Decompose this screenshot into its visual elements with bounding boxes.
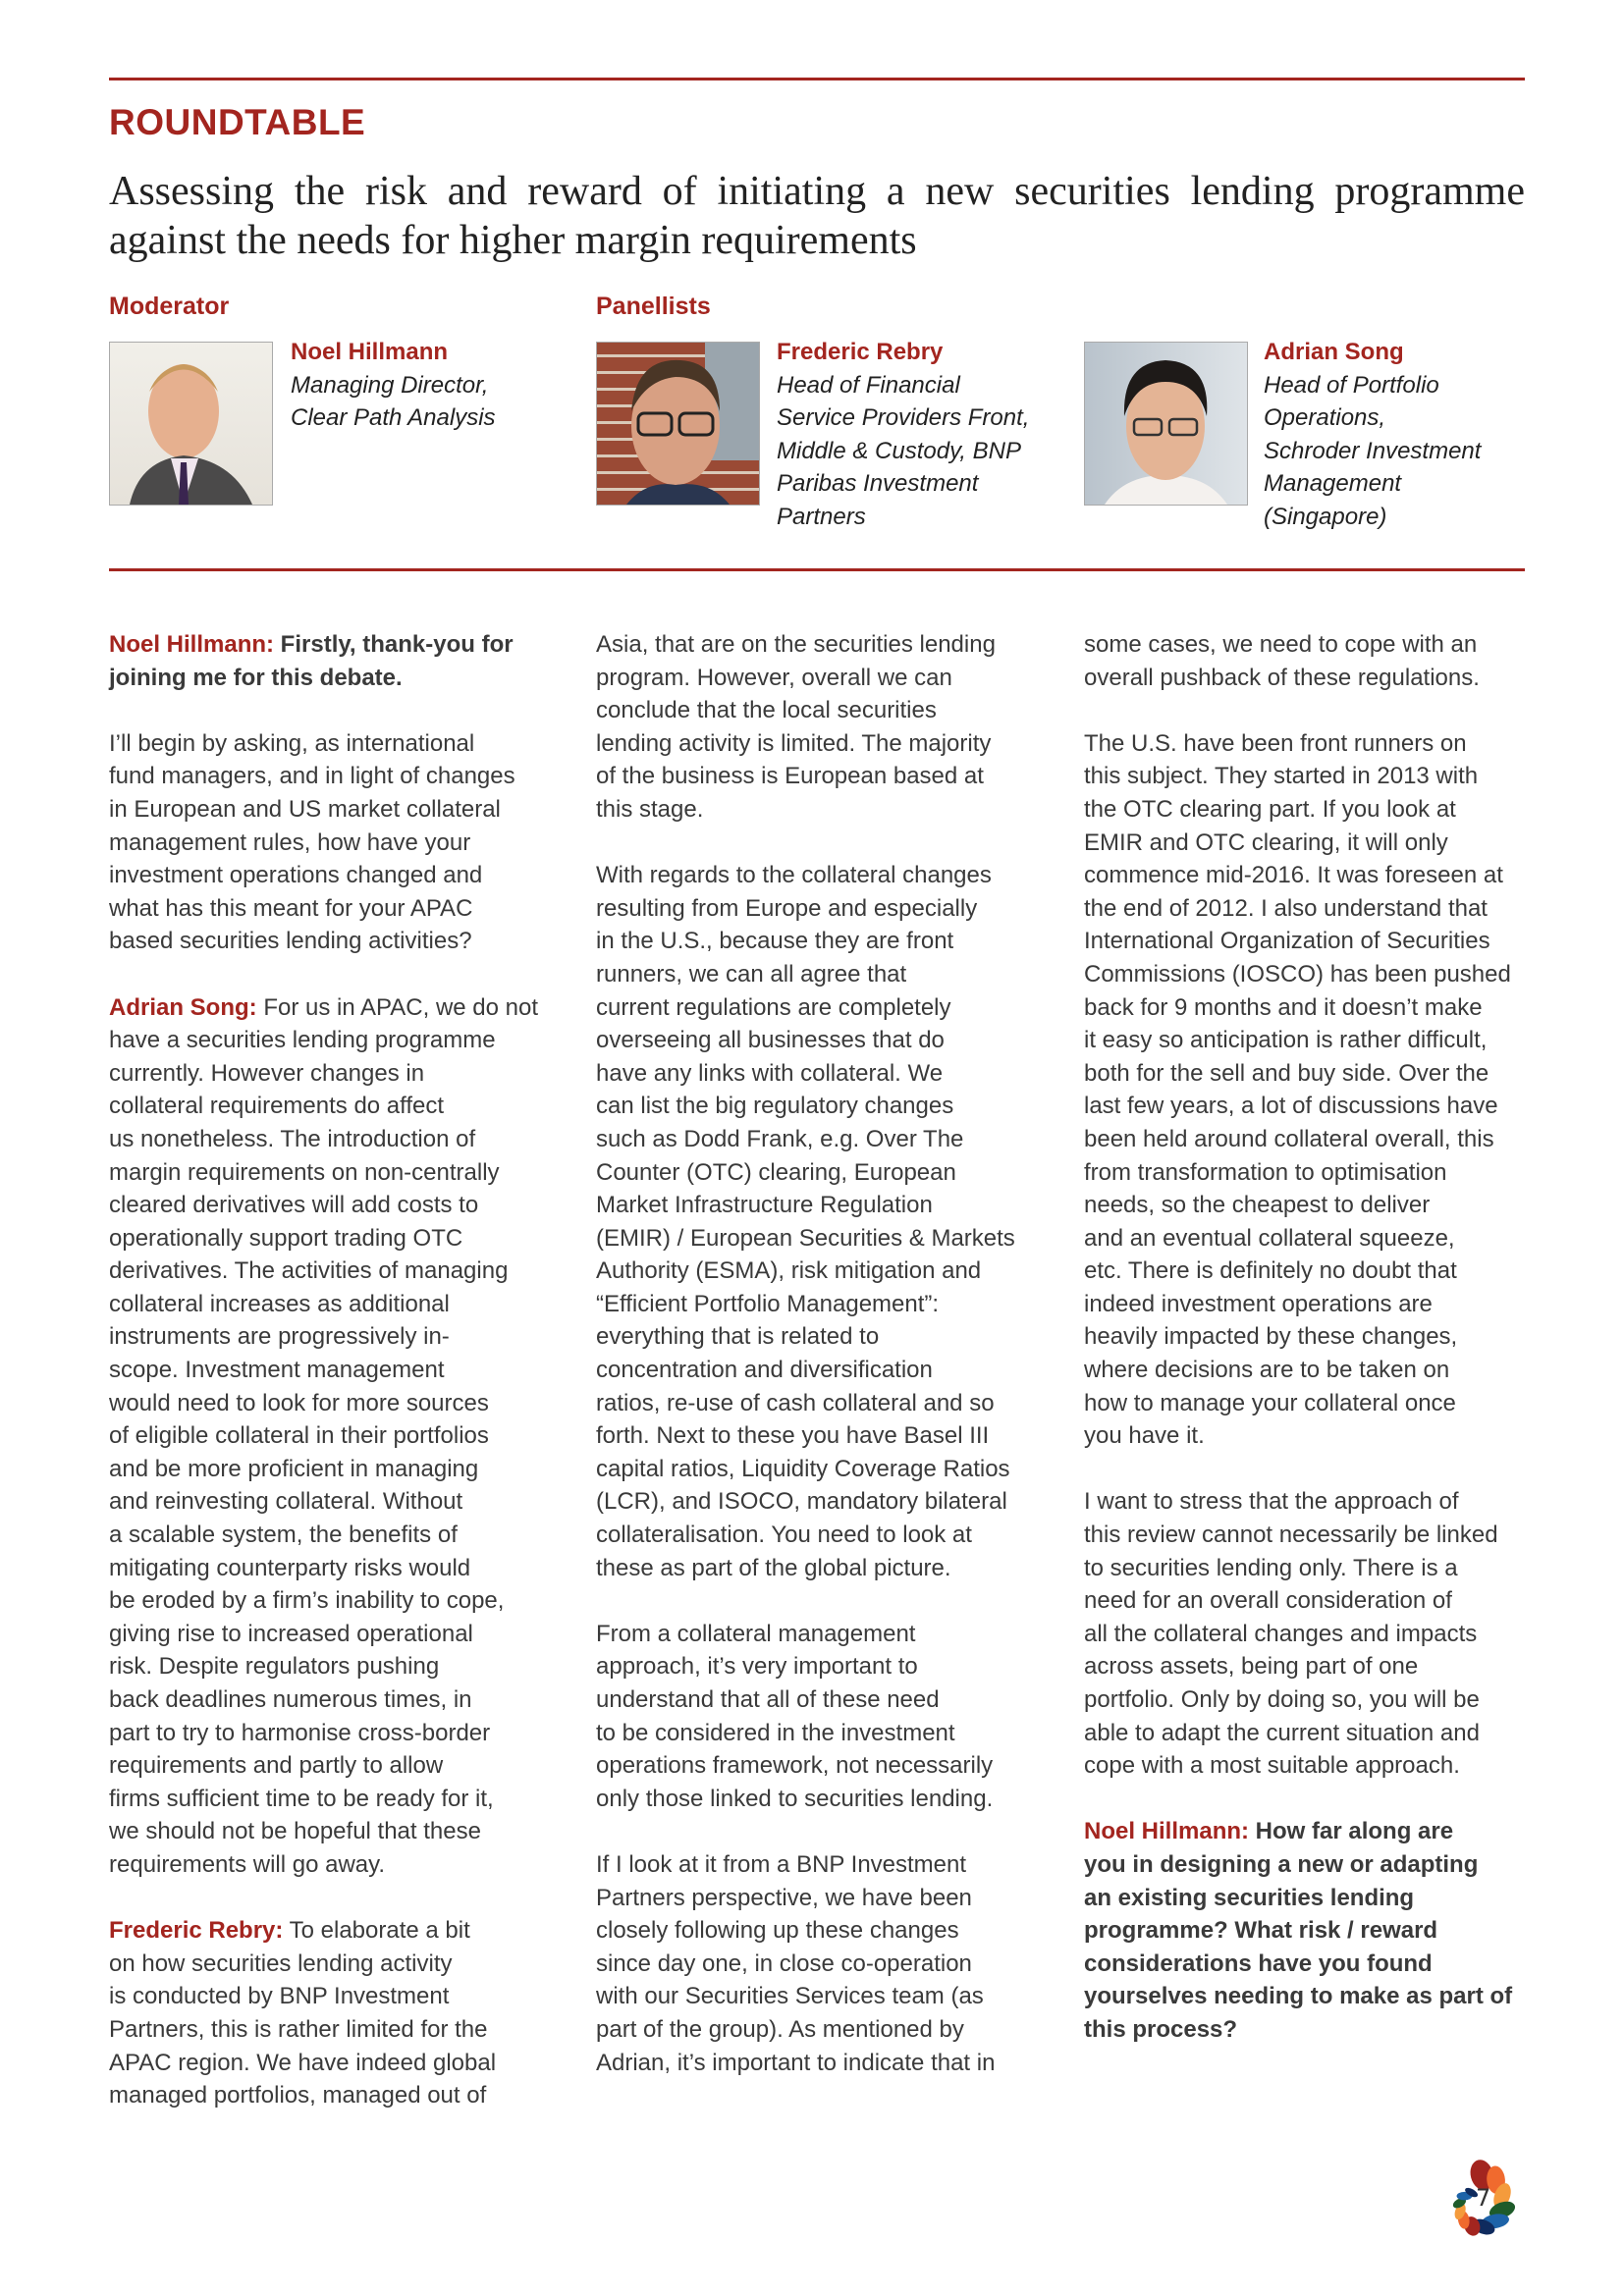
answer-paragraph: [109, 727, 556, 958]
photo-frederic-rebry: [596, 342, 760, 506]
paragraph-text: Firstly, thank-you for joining me for this debate.: [109, 631, 514, 691]
answer-paragraph: [1084, 1485, 1531, 1782]
header-bottom-rule: [109, 568, 1525, 571]
paragraph-text: With regards to the collateral changes resulting from Europe and especially in the U.S., because they are front runners, we can all agree that current regulations are completely overseeing all businesses that do have any links with collateral. We can list the big regulatory changes such as Dodd Frank, e.g. Over The Counter (OTC) clearing, European Market Infrastructure Regulation (EMIR) / European Securities & Markets Authority (ESMA), risk mitigation and “Efficient Portfolio Management”: everything that is related to concentration and diversification ratios, re-use of cash collateral and so forth. Next to these you have Basel III capital ratios, Liquidity Coverage Ratios (LCR), and ISOCO, mandatory bilateral collateralisation. You need to look at these as part of the global picture.: [596, 862, 1015, 1581]
paragraph-text: Asia, that are on the securities lending program. However, overall we can conclude that the local securities lending activity is limited. The majority of the business is European based at this stage.: [596, 631, 996, 823]
person-name: Noel Hillmann: [291, 339, 449, 365]
person-role: Managing Director, Clear Path Analysis: [291, 371, 496, 432]
paragraph-text: If I look at it from a BNP Investment Partners perspective, we have been closely following up these changes since day one, in close co-operation with our Securities Services team (as part of the group). As mentioned by Adrian, it’s important to indicate that in: [596, 1850, 996, 2076]
paragraph-text: The U.S. have been front runners on this subject. They started in 2013 with the OTC clearing part. If you look at EMIR and OTC clearing, it will only commence mid-2016. It was foreseen at the end of 2012. I also understand that International Organization of Securities Commissions (IOSCO) has been pushed back for 9 months and it doesn’t make it easy so anticipation is rather difficult, both for the sell and buy side. Over the last few years, a lot of discussions have been held around collateral overall, this from transformation to optimisation needs, so the cheapest to deliver and an eventual collateral squeeze, etc. There is definitely no doubt that indeed investment operations are heavily impacted by these changes, where decisions are to be taken on how to manage your collateral once you have it.: [1084, 729, 1511, 1450]
answer-paragraph: [596, 1618, 1043, 1816]
answer-paragraph: [109, 991, 556, 1882]
answer-paragraph: [596, 859, 1043, 1584]
person-name: Adrian Song: [1264, 339, 1404, 365]
speaker-name: Frederic Rebry:: [109, 1917, 284, 1945]
question-paragraph: [109, 628, 556, 694]
column-3: [1084, 628, 1531, 2079]
paragraph-text: How far along are you in designing a new or adapting an existing securities lending programme? What risk / reward considerations have you found yourselves needing to make as part of this process?: [1084, 1818, 1513, 2043]
answer-paragraph: [109, 1914, 556, 2112]
paragraph-text: I want to stress that the approach of this review cannot necessarily be linked to securities lending only. There is a need for an overall consideration of all the collateral changes and impacts across assets, being part of one portfolio. Only by doing so, you will be able to adapt the current situation and cope with a most suitable approach.: [1084, 1488, 1498, 1780]
answer-paragraph: [1084, 628, 1531, 694]
person-name: Frederic Rebry: [777, 339, 944, 365]
person-role: Head of Portfolio Operations, Schroder Investment Management (Singapore): [1264, 371, 1482, 530]
paragraph-text: For us in APAC, we do not have a securities lending programme currently. However changes in collateral requirements do affect us nonetheless. The introduction of margin requirements on non-centrally cleared derivatives will add costs to operationally support trading OTC derivatives. The activities of managing collateral increases as additional instruments are progressively in- scope. Investment management would need to look for more sources of eligible collateral in their portfolios and be more proficient in managing and reinvesting collateral. Without a scalable system, the benefits of mitigating counterparty risks would be eroded by a firm’s inability to cope, giving rise to increased operational risk. Despite regulators pushing back deadlines numerous times, in part to try to harmonise cross-border requirements and partly to allow firms sufficient time to be ready for it, we should not be hopeful that these requirements will go away.: [109, 993, 539, 1878]
speaker-name: Noel Hillmann:: [1084, 1818, 1250, 1845]
page-number: 7: [1476, 2184, 1491, 2212]
panellists-label: Panellists: [596, 293, 711, 320]
top-rule: [109, 78, 1525, 80]
panellist-bio-adrian-song: [1264, 336, 1481, 534]
person-role: Head of Financial Service Providers Front, Middle & Custody, BNP Paribas Investment Partners: [777, 371, 1030, 530]
page-number-logo: [1438, 2145, 1537, 2253]
paragraph-text: To elaborate a bit on how securities lending activity is conducted by BNP Investment Partners, this is rather limited for the APAC region. We have indeed global managed portfolios, managed out of: [109, 1917, 497, 2109]
column-2: [596, 628, 1043, 2112]
column-1: [109, 628, 556, 2145]
paragraph-text: some cases, we need to cope with an overall pushback of these regulations.: [1084, 631, 1480, 691]
photo-noel-hillmann: [109, 342, 273, 506]
moderator-label: Moderator: [109, 293, 230, 320]
question-paragraph: [1084, 1815, 1531, 2046]
article-title: Assessing the risk and reward of initiating a new securities lending programme against the needs for higher margin requirements: [109, 169, 1525, 263]
speaker-name: Noel Hillmann:: [109, 631, 275, 658]
answer-paragraph: [596, 1848, 1043, 2079]
moderator-bio: [291, 336, 496, 435]
panellist-bio-frederic-rebry: [777, 336, 1029, 534]
answer-paragraph: [1084, 727, 1531, 1453]
section-label: ROUNDTABLE: [109, 102, 366, 142]
paragraph-text: I’ll begin by asking, as international fund managers, and in light of changes in European and US market collateral management rules, how have your investment operations changed and what has this meant for your APAC based securities lending activities?: [109, 729, 515, 955]
photo-adrian-song: [1084, 342, 1248, 506]
paragraph-text: From a collateral management approach, it’s very important to understand that all of these need to be considered in the investment operations framework, not necessarily only those linked to securities lending.: [596, 1620, 994, 1812]
speaker-name: Adrian Song:: [109, 993, 257, 1021]
answer-paragraph: [596, 628, 1043, 827]
